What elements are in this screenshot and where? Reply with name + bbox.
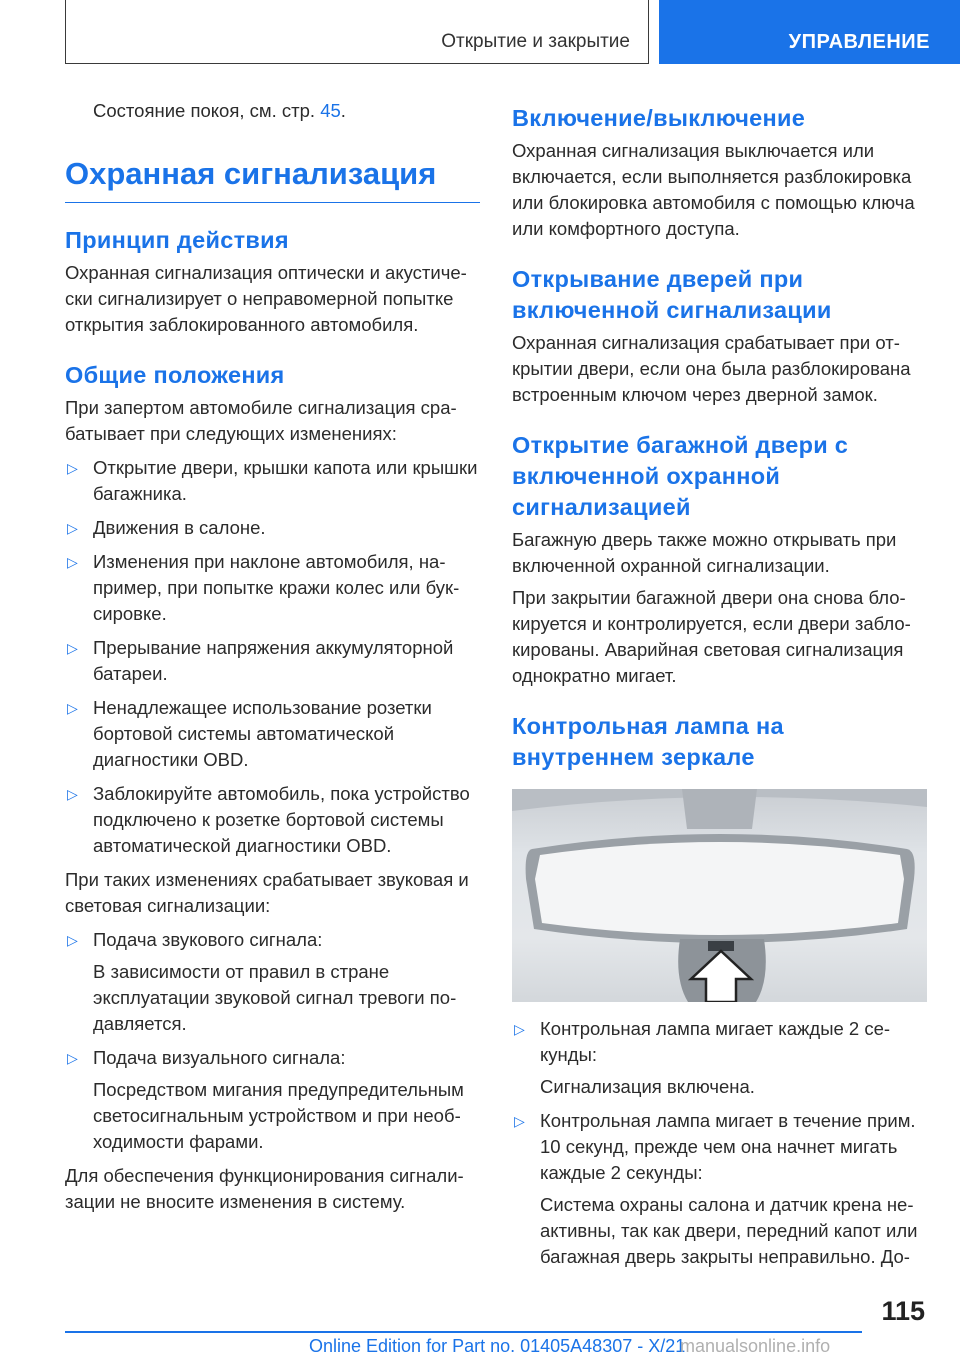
footer-divider bbox=[65, 1331, 862, 1333]
list-item-title: Контрольная лампа мигает в течение прим. 10 секунд, прежде чем она начнет мигать каждые 2 секунды: bbox=[540, 1110, 916, 1183]
onoff-text: Охранная сигнализация выключается или включается, если выполняется разблокировка или блокировка автомобиля с помощью ключа или комфортного доступа. bbox=[512, 140, 915, 239]
principle-heading: Принцип действия bbox=[65, 227, 289, 253]
triangle-bullet-icon: ▷ bbox=[67, 786, 78, 802]
trunk-text-2: При закрытии багажной двери она снова блокируется и контролируется, если двери заблокированы. Аварийная световая сигнализация однократно мигает. bbox=[512, 587, 911, 686]
list-item-text: Движения в салоне. bbox=[93, 517, 266, 538]
list-item bbox=[65, 927, 480, 1037]
closing-text: Для обеспечения функционирования сигнализации не вносите изменения в систему. bbox=[65, 1165, 464, 1212]
footer-edition: Online Edition for Part no. 01405A48307 - X/21 bbox=[309, 1336, 686, 1356]
triangle-bullet-icon: ▷ bbox=[514, 1113, 525, 1129]
list-item-text: Ненадлежащее использование розетки бортовой системы автоматической диагностики OBD. bbox=[93, 697, 432, 770]
page-number: 115 bbox=[881, 1296, 925, 1326]
left-column bbox=[65, 98, 480, 1215]
list-item bbox=[65, 695, 480, 773]
header-chapter-tab[interactable] bbox=[659, 0, 960, 64]
doors-text: Охранная сигнализация срабатывает при открытии двери, если она была разблокирована встроенным ключом через дверной замок. bbox=[512, 332, 911, 405]
list-item bbox=[65, 515, 480, 541]
page-link[interactable]: 45 bbox=[320, 100, 341, 121]
list-item-title: Контрольная лампа мигает каждые 2 секунды: bbox=[540, 1018, 891, 1065]
list-item bbox=[512, 1108, 927, 1270]
header-section-box bbox=[65, 0, 649, 64]
triangle-bullet-icon: ▷ bbox=[67, 932, 78, 948]
triangle-bullet-icon: ▷ bbox=[67, 640, 78, 656]
list-item bbox=[65, 781, 480, 859]
list-item bbox=[512, 1016, 927, 1100]
doors-heading: Открывание дверей при включенной сигнализации bbox=[512, 266, 832, 323]
triangle-bullet-icon: ▷ bbox=[67, 1050, 78, 1066]
intro-end: . bbox=[340, 100, 346, 121]
lamp-heading: Контрольная лампа на внутреннем зеркале bbox=[512, 713, 784, 770]
header-section-title: Открытие и закрытие bbox=[441, 31, 630, 52]
triangle-bullet-icon: ▷ bbox=[67, 520, 78, 536]
general-heading: Общие положения bbox=[65, 362, 285, 388]
footer-watermark: manualsonline.info bbox=[680, 1336, 831, 1356]
changes-list bbox=[65, 455, 480, 859]
page-title: Охранная сигнализация bbox=[65, 154, 480, 203]
onoff-heading: Включение/выключение bbox=[512, 105, 806, 131]
list-item-detail: В зависимости от правил в стране эксплуатации звуковой сигнал тревоги подавляется. bbox=[93, 961, 457, 1034]
signals-text: При таких изменениях срабатывает звуковая и световая сигнализации: bbox=[65, 869, 469, 916]
triangle-bullet-icon: ▷ bbox=[67, 700, 78, 716]
list-item-title: Подача визуального сигнала: bbox=[93, 1047, 346, 1068]
list-item bbox=[65, 455, 480, 507]
signals-list bbox=[65, 927, 480, 1155]
list-item-detail: Система охраны салона и датчик крена неактивны, так как двери, передний капот или багажная дверь закрыты неправильно. До- bbox=[540, 1194, 918, 1267]
mirror-illustration bbox=[512, 789, 927, 1002]
list-item bbox=[65, 549, 480, 627]
principle-text: Охранная сигнализация оптически и акустически сигнализирует о неправомерной попытке открытия заблокированного автомобиля. bbox=[65, 262, 467, 335]
list-item-detail: Посредством мигания предупредительным светосигнальным устройством и при необходимости фарами. bbox=[93, 1079, 464, 1152]
right-column bbox=[512, 103, 927, 1270]
header-chapter-title: УПРАВЛЕНИЕ bbox=[788, 31, 930, 53]
list-item-detail: Сигнализация включена. bbox=[540, 1076, 755, 1097]
list-item-text: Заблокируйте автомобиль, пока устройство подключено к розетке бортовой системы автоматической диагностики OBD. bbox=[93, 783, 470, 856]
intro-text: Состояние покоя, см. стр. bbox=[93, 100, 321, 121]
list-item-text: Открытие двери, крышки капота или крышки багажника. bbox=[93, 457, 478, 504]
list-item bbox=[65, 635, 480, 687]
list-item-text: Прерывание напряжения аккумуляторной батареи. bbox=[93, 637, 454, 684]
trunk-text-1: Багажную дверь также можно открывать при включенной охранной сигнализации. bbox=[512, 529, 897, 576]
list-item-title: Подача звукового сигнала: bbox=[93, 929, 323, 950]
triangle-bullet-icon: ▷ bbox=[67, 554, 78, 570]
triangle-bullet-icon: ▷ bbox=[67, 460, 78, 476]
mirror-image bbox=[512, 789, 927, 1002]
lamp-list bbox=[512, 1016, 927, 1270]
list-item bbox=[65, 1045, 480, 1155]
general-text: При запертом автомобиле сигнализация срабатывает при следующих изменениях: bbox=[65, 397, 457, 444]
intro-paragraph bbox=[65, 98, 480, 124]
list-item-text: Изменения при наклоне автомобиля, например, при попытке кражи колес или буксировке. bbox=[93, 551, 460, 624]
triangle-bullet-icon: ▷ bbox=[514, 1021, 525, 1037]
trunk-heading: Открытие багажной двери с включенной охранной сигнализацией bbox=[512, 432, 849, 520]
